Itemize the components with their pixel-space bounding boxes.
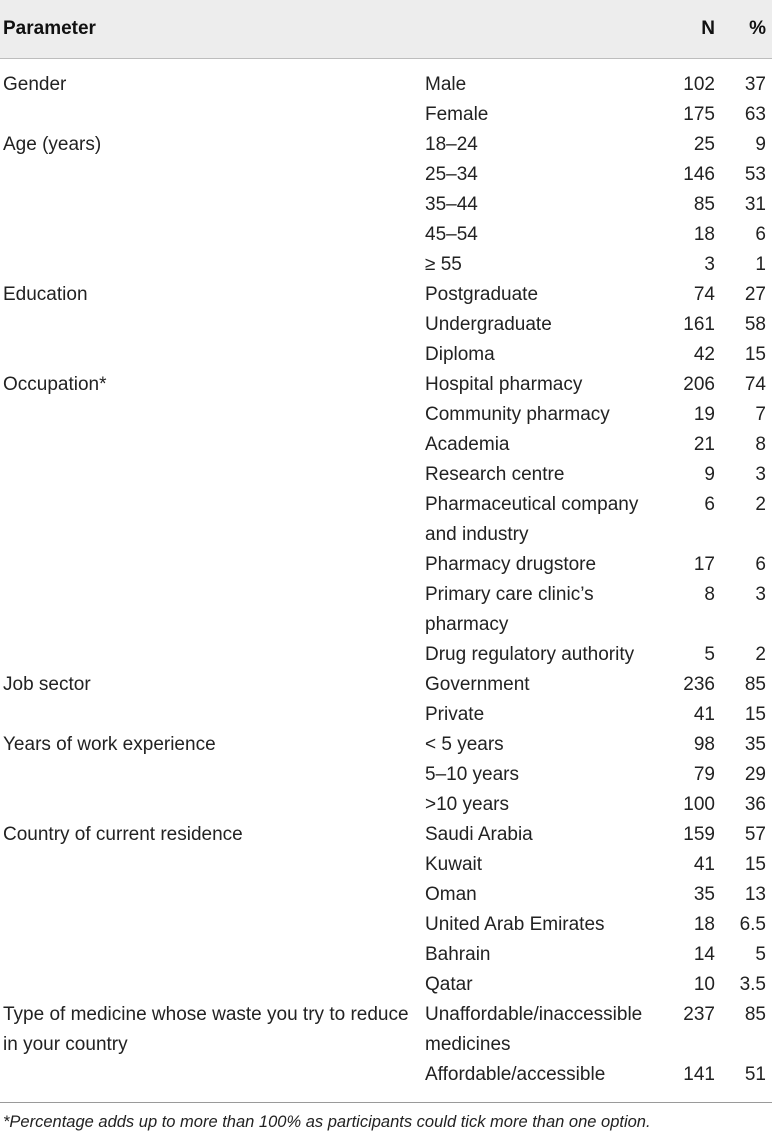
table-row (0, 340, 772, 370)
table-row (0, 58, 772, 100)
percent-cell: 3 (755, 583, 766, 605)
parameter-cell (0, 760, 425, 790)
category-cell: Community pharmacy (425, 403, 610, 425)
count-cell: 102 (683, 73, 715, 95)
percent-cell: 3.5 (739, 973, 766, 995)
category-cell: 45–54 (425, 223, 478, 245)
count-cell: 236 (683, 673, 715, 695)
parameter-cell (0, 550, 425, 580)
table-row (0, 970, 772, 1000)
count-cell: 159 (683, 823, 715, 845)
category-cell: Saudi Arabia (425, 823, 533, 845)
category-cell: 18–24 (425, 133, 478, 155)
percent-cell: 36 (744, 793, 766, 815)
count-cell: 8 (704, 583, 715, 605)
table-row (0, 550, 772, 580)
bottom-rule (0, 1102, 772, 1103)
percent-cell: 2 (755, 643, 766, 665)
percent-cell: 6 (755, 553, 766, 575)
count-cell: 21 (693, 433, 715, 455)
count-cell: 141 (683, 1063, 715, 1085)
category-cell: 5–10 years (425, 763, 520, 785)
parameter-cell (0, 490, 425, 550)
parameter-cell (0, 460, 425, 490)
percent-cell: 35 (744, 733, 766, 755)
category-cell: ≥ 55 (425, 253, 462, 275)
table-row (0, 130, 772, 160)
parameter-cell: Years of work experience (3, 733, 216, 755)
parameter-cell (0, 700, 425, 730)
count-cell: 14 (693, 943, 715, 965)
category-cell: Primary care clinic’s pharmacy (425, 583, 594, 635)
percent-cell: 29 (744, 763, 766, 785)
table-row (0, 490, 772, 550)
header-percent: % (749, 17, 766, 39)
count-cell: 18 (693, 223, 715, 245)
category-cell: Diploma (425, 343, 495, 365)
percent-cell: 6.5 (739, 913, 766, 935)
table-row (0, 880, 772, 910)
table-row (0, 730, 772, 760)
count-cell: 6 (704, 493, 715, 515)
count-cell: 237 (683, 1003, 715, 1025)
percent-cell: 1 (755, 253, 766, 275)
percent-cell: 85 (744, 1003, 766, 1025)
category-cell: Qatar (425, 973, 473, 995)
parameter-cell (0, 160, 425, 190)
parameter-cell (0, 310, 425, 340)
percent-cell: 27 (744, 283, 766, 305)
percent-cell: 6 (755, 223, 766, 245)
table-row (0, 580, 772, 640)
table-row (0, 430, 772, 460)
category-cell: Hospital pharmacy (425, 373, 583, 395)
table-body (0, 58, 772, 1094)
category-cell: Government (425, 673, 530, 695)
percent-cell: 15 (744, 343, 766, 365)
percent-cell: 3 (755, 463, 766, 485)
percent-cell: 7 (755, 403, 766, 425)
table-row (0, 400, 772, 430)
category-cell: Unaffordable/inaccessible medicines (425, 1003, 643, 1055)
count-cell: 85 (693, 193, 715, 215)
header-row (0, 0, 772, 58)
category-cell: Research centre (425, 463, 565, 485)
parameter-cell (0, 970, 425, 1000)
percent-cell: 57 (744, 823, 766, 845)
count-cell: 17 (693, 553, 715, 575)
parameter-cell: Occupation* (3, 373, 107, 395)
category-cell: Postgraduate (425, 283, 539, 305)
category-cell: Bahrain (425, 943, 491, 965)
category-cell: 35–44 (425, 193, 478, 215)
table-row (0, 940, 772, 970)
percent-cell: 58 (744, 313, 766, 335)
percent-cell: 5 (755, 943, 766, 965)
percent-cell: 74 (744, 373, 766, 395)
count-cell: 100 (683, 793, 715, 815)
table-row (0, 760, 772, 790)
parameter-cell (0, 910, 425, 940)
table-row (0, 820, 772, 850)
parameter-cell (0, 1060, 425, 1094)
parameter-cell (0, 250, 425, 280)
table-row (0, 370, 772, 400)
category-cell: Private (425, 703, 485, 725)
header-category (425, 0, 668, 58)
table-header (0, 0, 772, 58)
parameter-cell (0, 430, 425, 460)
count-cell: 42 (693, 343, 715, 365)
category-cell: Oman (425, 883, 477, 905)
count-cell: 175 (683, 103, 715, 125)
count-cell: 79 (693, 763, 715, 785)
category-cell: Kuwait (425, 853, 483, 875)
table-row (0, 640, 772, 670)
category-cell: Pharmacy drugstore (425, 553, 597, 575)
parameter-cell (0, 100, 425, 130)
count-cell: 35 (693, 883, 715, 905)
parameter-cell (0, 190, 425, 220)
percent-cell: 2 (755, 493, 766, 515)
count-cell: 9 (704, 463, 715, 485)
percent-cell: 85 (744, 673, 766, 695)
parameter-cell (0, 790, 425, 820)
table-row (0, 1000, 772, 1060)
count-cell: 3 (704, 253, 715, 275)
parameter-cell (0, 340, 425, 370)
percent-cell: 63 (744, 103, 766, 125)
category-cell: Pharmaceutical company and industry (425, 493, 639, 545)
parameter-cell: Type of medicine whose waste you try to reduce in your country (3, 1003, 409, 1055)
category-cell: 25–34 (425, 163, 478, 185)
parameter-cell: Education (3, 283, 88, 305)
parameter-cell: Gender (3, 73, 67, 95)
parameter-cell (0, 640, 425, 670)
table-row (0, 190, 772, 220)
parameter-cell (0, 220, 425, 250)
count-cell: 146 (683, 163, 715, 185)
table-row (0, 700, 772, 730)
percent-cell: 31 (744, 193, 766, 215)
table-row (0, 280, 772, 310)
category-cell: >10 years (425, 793, 509, 815)
table-row (0, 910, 772, 940)
category-cell: Female (425, 103, 489, 125)
percent-cell: 51 (744, 1063, 766, 1085)
percent-cell: 53 (744, 163, 766, 185)
table-row (0, 310, 772, 340)
count-cell: 25 (693, 133, 715, 155)
count-cell: 19 (693, 403, 715, 425)
category-cell: Drug regulatory authority (425, 643, 635, 665)
table-row (0, 220, 772, 250)
parameter-cell (0, 880, 425, 910)
parameter-cell (0, 940, 425, 970)
category-cell: Male (425, 73, 467, 95)
category-cell: Academia (425, 433, 510, 455)
count-cell: 10 (693, 973, 715, 995)
table-row (0, 850, 772, 880)
header-n: N (701, 17, 715, 39)
percent-cell: 37 (744, 73, 766, 95)
parameter-cell: Country of current residence (3, 823, 243, 845)
parameter-cell: Job sector (3, 673, 91, 695)
count-cell: 98 (693, 733, 715, 755)
table-row (0, 460, 772, 490)
percent-cell: 15 (744, 853, 766, 875)
footnote: *Percentage adds up to more than 100% as participants could tick more than one option. (3, 1113, 651, 1131)
category-cell: United Arab Emirates (425, 913, 605, 935)
parameter-cell (0, 580, 425, 640)
percent-cell: 15 (744, 703, 766, 725)
table-row (0, 160, 772, 190)
table-row (0, 100, 772, 130)
count-cell: 74 (693, 283, 715, 305)
percent-cell: 9 (755, 133, 766, 155)
count-cell: 5 (704, 643, 715, 665)
header-parameter: Parameter (3, 17, 96, 39)
category-cell: Undergraduate (425, 313, 552, 335)
count-cell: 161 (683, 313, 715, 335)
parameter-cell (0, 400, 425, 430)
percent-cell: 8 (755, 433, 766, 455)
count-cell: 41 (693, 853, 715, 875)
table-row (0, 1060, 772, 1094)
table-row (0, 250, 772, 280)
parameter-cell (0, 850, 425, 880)
category-cell: Affordable/accessible (425, 1063, 606, 1085)
table-row (0, 670, 772, 700)
table-row (0, 790, 772, 820)
category-cell: < 5 years (425, 733, 504, 755)
parameter-cell: Age (years) (3, 133, 102, 155)
count-cell: 206 (683, 373, 715, 395)
count-cell: 18 (693, 913, 715, 935)
percent-cell: 13 (744, 883, 766, 905)
count-cell: 41 (693, 703, 715, 725)
